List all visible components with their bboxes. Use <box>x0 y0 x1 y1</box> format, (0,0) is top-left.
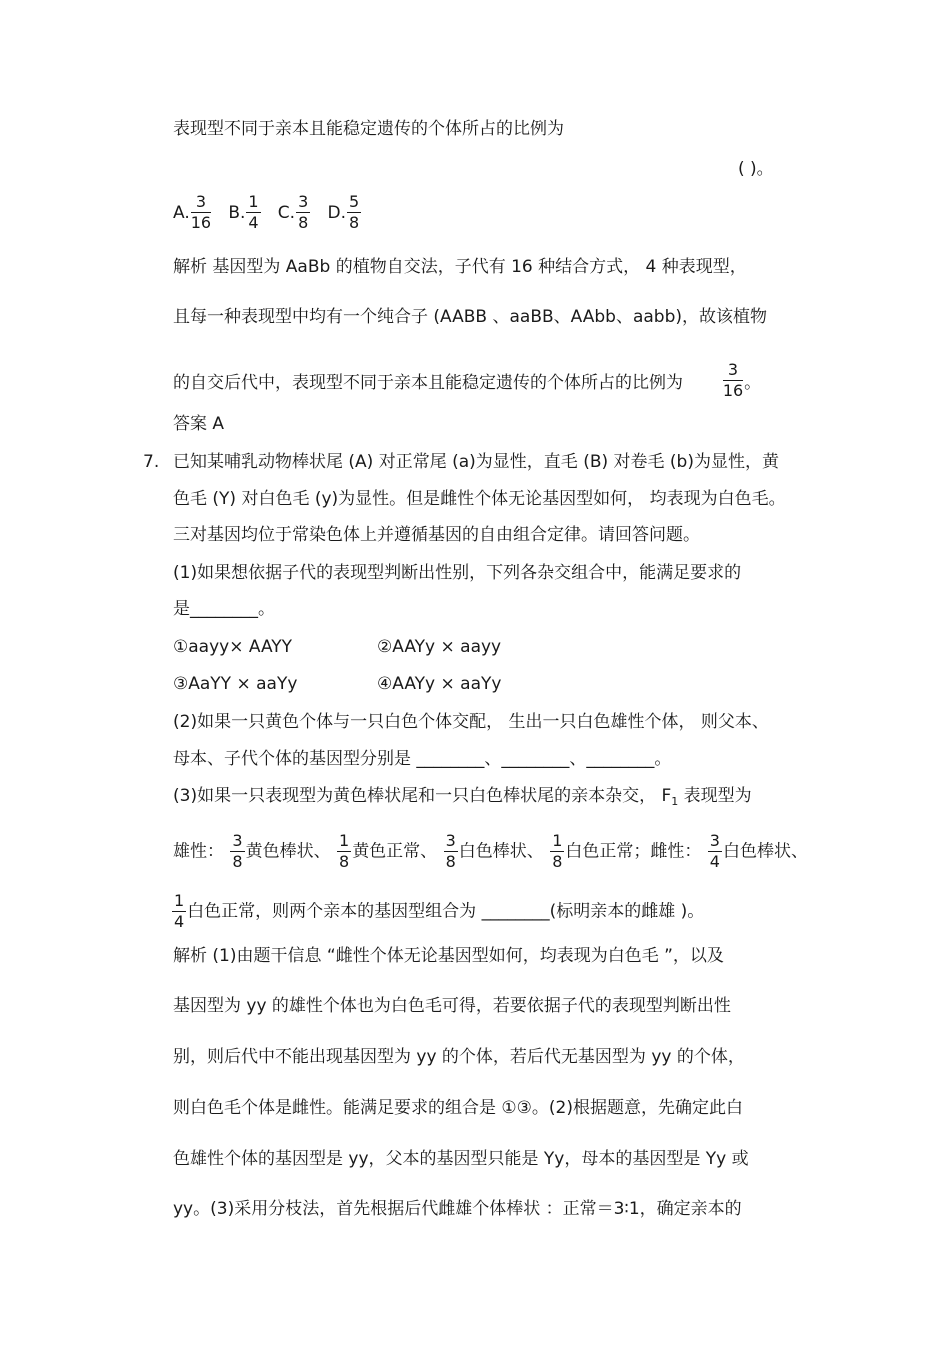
q7-option-3: ③AaYY × aaYy <box>173 674 298 694</box>
option-b: B. $\frac{1}{4}$ <box>228 192 259 232</box>
q7-analysis-line-4: 则白色毛个体是雌性。能满足要求的组合是 ①③。(2)根据题意，先确定此白 <box>173 1098 743 1118</box>
q6-stem-tail: 表现型不同于亲本且能稳定遗传的个体所占的比例为 <box>173 119 564 139</box>
q7-analysis-line-1: 解析 (1)由题干信息 “雌性个体无论基因型如何，均表现为白色毛 ”，以及 <box>173 946 724 966</box>
q6-answer: 答案 A <box>173 414 225 434</box>
option-c: C. $\frac{3}{8}$ <box>277 192 309 232</box>
q7-part2-line-1: (2)如果一只黄色个体与一只白色个体交配， 生出一只白色雄性个体， 则父本、 <box>173 712 769 732</box>
q7-analysis-line-6: yy。(3)采用分枝法，首先根据后代雌雄个体棒状 ：正常＝3∶1，确定亲本的 <box>173 1199 742 1219</box>
q7-stem-line-2: 色毛 (Y) 对白色毛 (y)为显性。但是雌性个体无论基因型如何， 均表现为白色毛。 <box>173 489 786 509</box>
q7-option-2: ②AAYy × aayy <box>377 637 502 657</box>
q6-answer-paren: ( )。 <box>738 159 774 179</box>
q7-part3-line-2: 雄性： $\frac{3}{8}$ 黄色棒状、 $\frac{1}{8}$ 黄色正常、 $\frac{3}{8}$ 白色棒状、 $\frac{1}{8}$ 白色正常；雌性： $\frac{3}{4}$ 白色棒状、 <box>173 831 808 871</box>
fraction: $\frac{3}{4}$ <box>709 831 720 871</box>
q7-stem-line-1: 已知某哺乳动物棒状尾 (A) 对正常尾 (a)为显性，直毛 (B) 对卷毛 (b)为显性，黄 <box>173 452 779 472</box>
fraction: $\frac{3}{16}$ <box>190 192 212 232</box>
q7-part3-line-3: $\frac{1}{4}$ 白色正常，则两个亲本的基因型组合为 ________(标明亲本的雌雄 )。 <box>174 891 705 931</box>
q7-option-4: ④AAYy × aaYy <box>377 674 502 694</box>
q7-stem-line-3: 三对基因均位于常染色体上并遵循基因的自由组合定律。请回答问题。 <box>173 525 700 545</box>
fraction: $\frac{5}{8}$ <box>348 192 360 232</box>
fraction: $\frac{3}{8}$ <box>298 192 309 232</box>
fraction: $\frac{3}{16}$ <box>722 360 744 400</box>
q7-option-1: ①aayy× AAYY <box>173 637 293 657</box>
fraction: $\frac{3}{8}$ <box>232 831 243 871</box>
q7-part1-line-2: 是________。 <box>173 599 275 619</box>
fraction: $\frac{1}{4}$ <box>174 891 185 931</box>
fraction: $\frac{3}{8}$ <box>445 831 456 871</box>
q7-analysis-line-5: 色雄性个体的基因型是 yy，父本的基因型只能是 Yy，母本的基因型是 Yy 或 <box>173 1149 749 1169</box>
option-a: A. $\frac{3}{16}$ <box>173 192 212 232</box>
q6-options <box>173 194 362 231</box>
option-d: D. $\frac{5}{8}$ <box>327 192 360 232</box>
q6-analysis-line-3: 的自交后代中，表现型不同于亲本且能稳定遗传的个体所占的比例为 $\frac{3}{16}$ 。 <box>173 360 762 400</box>
q6-analysis-line-1: 解析 基因型为 AaBb 的植物自交法，子代有 16 种结合方式， 4 种表现型， <box>173 257 747 277</box>
q7-analysis-line-3: 别，则后代中不能出现基因型为 yy 的个体，若后代无基因型为 yy 的个体， <box>173 1047 745 1067</box>
q7-number: 7. <box>143 452 160 472</box>
q7-part3-line-1: (3)如果一只表现型为黄色棒状尾和一只白色棒状尾的亲本杂交， $F_1$ 表现型为 <box>173 786 752 808</box>
q6-analysis-line-2: 且每一种表现型中均有一个纯合子 (AABB 、aaBB、AAbb、aabb)，故该植物 <box>173 307 768 327</box>
q7-part2-line-2: 母本、子代个体的基因型分别是 ________、________、________。 <box>173 749 672 769</box>
q7-analysis-line-2: 基因型为 yy 的雄性个体也为白色毛可得，若要依据子代的表现型判断出性 <box>173 996 731 1016</box>
fraction: $\frac{1}{8}$ <box>339 831 350 871</box>
fraction: $\frac{1}{4}$ <box>248 192 259 232</box>
fraction: $\frac{1}{8}$ <box>552 831 563 871</box>
q7-part1-line-1: (1)如果想依据子代的表现型判断出性别，下列各杂交组合中，能满足要求的 <box>173 563 742 583</box>
